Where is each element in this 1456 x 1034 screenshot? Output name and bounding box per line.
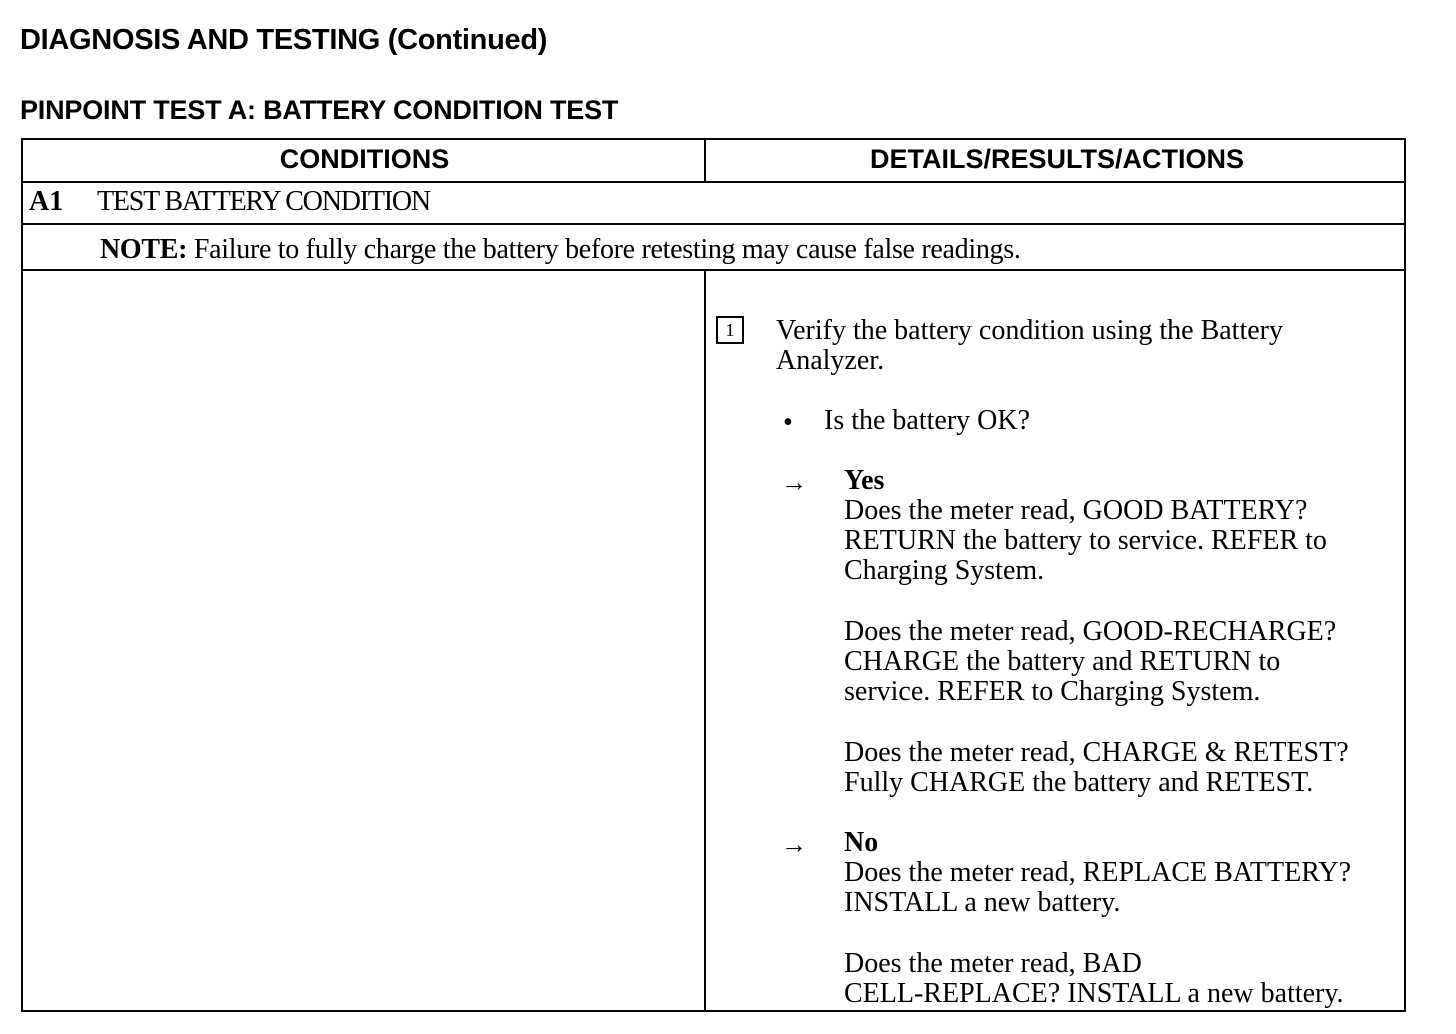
- instruction-line: Analyzer.: [776, 345, 885, 376]
- result-line: INSTALL a new battery.: [844, 887, 1121, 918]
- column-header-details: DETAILS/RESULTS/ACTIONS: [869, 144, 1244, 174]
- step-row-divider: [23, 223, 1404, 225]
- arrow-right-icon: →: [781, 468, 807, 497]
- result-line: RETURN the battery to service. REFER to: [844, 525, 1327, 556]
- bullet-icon: •: [783, 407, 793, 438]
- yes-result-good-recharge: [844, 617, 1336, 707]
- test-title: PINPOINT TEST A: BATTERY CONDITION TEST: [20, 95, 619, 125]
- result-line: Fully CHARGE the battery and RETEST.: [844, 767, 1314, 798]
- result-line: Does the meter read, REPLACE BATTERY?: [844, 857, 1352, 888]
- result-line: Does the meter read, GOOD BATTERY?: [844, 495, 1308, 526]
- yes-result-good-battery: [844, 496, 1327, 586]
- note-text: Failure to fully charge the battery before retesting may cause false readings.: [193, 234, 1021, 265]
- instruction-line: Verify the battery condition using the Battery: [776, 315, 1283, 346]
- result-line: Does the meter read, BAD: [844, 948, 1142, 979]
- column-header-conditions: CONDITIONS: [279, 144, 450, 174]
- page-title: DIAGNOSIS AND TESTING (Continued): [20, 24, 548, 56]
- step-title: TEST BATTERY CONDITION: [97, 186, 430, 217]
- answer-yes-label: Yes: [844, 465, 885, 496]
- pinpoint-test-table: [21, 138, 1406, 1012]
- note-row-divider: [23, 269, 1404, 271]
- result-line: CHARGE the battery and RETURN to: [844, 646, 1281, 677]
- header-row-divider: [23, 181, 1404, 183]
- note-row: [100, 234, 1021, 266]
- result-line: service. REFER to Charging System.: [844, 676, 1261, 707]
- arrow-right-icon: →: [781, 830, 807, 859]
- step-instruction: [776, 316, 1283, 376]
- step-row: [29, 186, 430, 218]
- step-id: A1: [29, 186, 64, 217]
- step-number-box: 1: [716, 316, 744, 344]
- result-line: CELL-REPLACE? INSTALL a new battery.: [844, 978, 1344, 1009]
- result-line: Does the meter read, GOOD-RECHARGE?: [844, 616, 1337, 647]
- note-label: NOTE:: [100, 234, 188, 265]
- no-result-bad-cell: [844, 949, 1344, 1009]
- yes-result-charge-retest: [844, 738, 1349, 798]
- result-line: Does the meter read, CHARGE & RETEST?: [844, 737, 1349, 768]
- no-result-replace-battery: [844, 858, 1351, 918]
- answer-no-label: No: [844, 827, 879, 858]
- result-line: Charging System.: [844, 555, 1045, 586]
- column-divider-body: [704, 269, 706, 1010]
- test-question: Is the battery OK?: [824, 405, 1031, 436]
